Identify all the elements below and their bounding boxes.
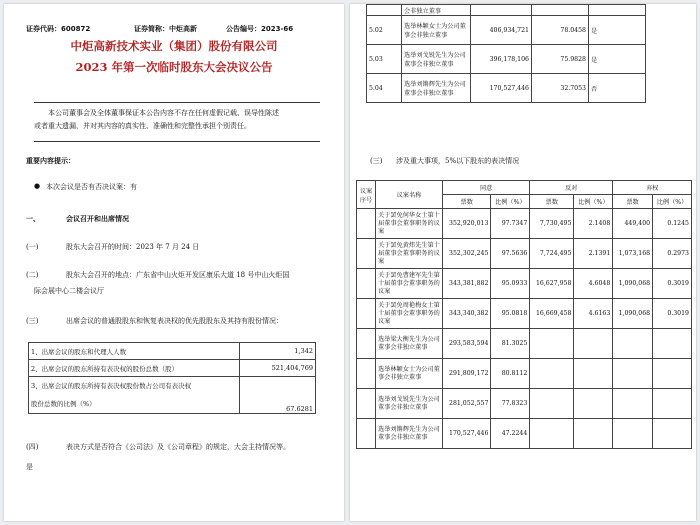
minority-vote-table (356, 180, 692, 449)
against-count: 16,669,458 (530, 299, 574, 329)
against-ratio (574, 359, 613, 389)
against-ratio: 2.1391 (574, 239, 613, 269)
attendance-label-multiline (29, 377, 240, 414)
notice-number: 公告编号：2023-66 (226, 25, 294, 33)
abstain-ratio: 0.1245 (653, 209, 692, 239)
resolution-number: 5.03 (367, 45, 402, 74)
col-abstain-ratio: 比例（%） (653, 195, 692, 209)
abstain-count (613, 359, 653, 389)
resolution-name: 选举刘戈锐先生为公司董事会非独立董事 (402, 45, 471, 74)
agree-ratio: 97.5636 (491, 239, 530, 269)
attendance-value: 1,342 (240, 343, 316, 360)
agree-ratio: 77.8323 (491, 389, 530, 419)
voting-method: 表决方式是否符合《公司法》及《公司章程》的规定，大会主持情况等。 (66, 443, 290, 451)
against-count (530, 419, 574, 449)
left-page (4, 4, 344, 521)
vote-count: 396,178,106 (471, 45, 532, 74)
key-points-heading: 重要内容提示： (26, 156, 75, 165)
resolution-number: 5.02 (367, 16, 402, 45)
attendance-value: 521,404,769 (240, 360, 316, 377)
section-1-title: 会议召开和出席情况 (66, 214, 129, 223)
against-count (530, 389, 574, 419)
table-row (357, 389, 692, 419)
agree-count: 343,340,382 (443, 299, 491, 329)
abstain-count: 1,073,168 (613, 239, 653, 269)
attendance-intro: 出席会议的普通股股东和恢复表决权的优先股股东及其持有股份情况： (66, 317, 283, 325)
section-3-number: (三) (370, 157, 383, 165)
resolution-number (357, 239, 376, 269)
company-title: 中炬高新技术实业（集团）股份有限公司 (70, 39, 278, 53)
agree-count: 343,381,882 (443, 269, 491, 299)
against-ratio: 2.1408 (574, 209, 613, 239)
meeting-place-line-1: 股东大会召开的地点：广东省中山火炬开发区康乐大道 18 号中山火炬国 (66, 271, 290, 279)
vote-count: 406,934,721 (471, 16, 532, 45)
abstain-count (613, 389, 653, 419)
attendance-label: 2、出席会议的股东所持有表决权的股份总数（股） (29, 360, 240, 377)
meeting-time: 股东大会召开的时间：2023 年 7 月 24 日 (66, 243, 200, 251)
resolution-name: 关于罢免何华女士第十届董事会董事职务的议案 (376, 209, 443, 239)
agree-count: 170,527,446 (443, 419, 491, 449)
abstain-ratio: 0.2973 (653, 239, 692, 269)
agree-ratio: 97.7347 (491, 209, 530, 239)
stock-code: 证券代码：600872 (26, 25, 91, 33)
resolution-name: 选举刘锵辉先生为公司董事会非独立董事 (376, 419, 443, 449)
agree-count: 352,920,013 (443, 209, 491, 239)
abstain-ratio: 0.3019 (653, 269, 692, 299)
table-row (357, 239, 692, 269)
item-3-number: (三) (26, 317, 39, 325)
table-row (29, 377, 316, 414)
against-count (530, 359, 574, 389)
election-results-table (366, 4, 646, 103)
elected-status: 是 (589, 16, 646, 45)
disclaimer-line-1: 本公司董事会及全体董事保证本公告内容不存在任何虚假记载、误导性陈述 (48, 109, 279, 117)
resolution-name: 关于罢免黄炜先生第十届董事会董事职务的议案 (376, 239, 443, 269)
item-1-number: (一) (26, 243, 39, 251)
attendance-label: 3、出席会议的股东所持有表决权股份数占公司有表决权 (31, 382, 192, 390)
voting-method-answer: 是 (26, 463, 33, 471)
table-row (357, 209, 692, 239)
resolution-name: 选举刘锵辉先生为公司董事会非独立董事 (402, 74, 471, 103)
abstain-ratio (653, 329, 692, 359)
resolution-number (357, 419, 376, 449)
announcement-title: 2023 年第一次临时股东大会决议公告 (75, 60, 273, 74)
attendance-table (28, 342, 316, 414)
agree-count: 293,583,594 (443, 329, 491, 359)
abstain-count (613, 329, 653, 359)
col-agree: 同意 (443, 181, 530, 195)
resolution-name: 选举刘戈锐先生为公司董事会非独立董事 (376, 389, 443, 419)
veto-status: 本次会议是否有否决议案：有 (46, 183, 137, 191)
abstain-ratio (653, 419, 692, 449)
section-1-number: 一、 (26, 214, 40, 223)
table-row (367, 16, 646, 45)
abstain-count: 1,090,068 (613, 269, 653, 299)
meeting-place-line-2: 际会展中心二楼会议厅 (34, 287, 104, 295)
table-row (367, 5, 646, 16)
table-row (29, 360, 316, 377)
resolution-name: 选举林颖女士为公司董事会非独立董事 (402, 16, 471, 45)
resolution-number (357, 269, 376, 299)
against-ratio (574, 329, 613, 359)
abstain-count: 449,400 (613, 209, 653, 239)
table-row (357, 269, 692, 299)
table-header-row (357, 181, 692, 195)
vote-table-body (357, 209, 692, 449)
col-abstain: 弃权 (613, 181, 692, 195)
resolution-number (357, 359, 376, 389)
disclaimer-line-2: 或者重大遗漏，并对其内容的真实性、准确性和完整性承担个别责任。 (34, 122, 251, 130)
table-row (367, 45, 646, 74)
agree-ratio: 95.0818 (491, 299, 530, 329)
resolution-name: 选举林颖女士为公司董事会非独立董事 (376, 359, 443, 389)
agree-ratio: 47.2244 (491, 419, 530, 449)
resolution-number (357, 209, 376, 239)
col-against-ratio: 比例（%） (574, 195, 613, 209)
elected-status: 否 (589, 74, 646, 103)
vote-ratio: 32.7053 (532, 74, 589, 103)
resolution-number (357, 329, 376, 359)
resolution-number (357, 299, 376, 329)
table-row (357, 419, 692, 449)
resolution-name: 选举梁大衡先生为公司董事会非独立董事 (376, 329, 443, 359)
item-2-number: (二) (26, 271, 39, 279)
section-3-title: 涉及重大事项，5%以下股东的表决情况 (396, 157, 520, 165)
agree-ratio: 81.3025 (491, 329, 530, 359)
disclaimer-box (34, 102, 320, 142)
abstain-count: 1,090,068 (613, 299, 653, 329)
col-abstain-count: 票数 (613, 195, 653, 209)
table-row (357, 329, 692, 359)
against-count (530, 329, 574, 359)
against-ratio (574, 389, 613, 419)
col-against: 反对 (530, 181, 613, 195)
table-row (357, 299, 692, 329)
against-count: 7,730,495 (530, 209, 574, 239)
agree-count: 281,052,557 (443, 389, 491, 419)
abstain-ratio (653, 359, 692, 389)
attendance-value: 67.6281 (240, 377, 316, 414)
resolution-number (357, 389, 376, 419)
elected-status: 是 (589, 45, 646, 74)
item-4-number: (四) (26, 443, 39, 451)
col-resolution-no: 议案序号 (357, 181, 376, 209)
col-agree-ratio: 比例（%） (491, 195, 530, 209)
vote-count: 170,527,446 (471, 74, 532, 103)
resolution-name: 关于罢免周艳梅女士第十届董事会董事职务的议案 (376, 299, 443, 329)
against-ratio: 4.6048 (574, 269, 613, 299)
attendance-label: 1、出席会议的股东和代理人人数 (29, 343, 240, 360)
agree-count: 352,302,245 (443, 239, 491, 269)
resolution-name: 关于罢免曹建军先生第十届董事会董事职务的议案 (376, 269, 443, 299)
against-ratio: 4.6163 (574, 299, 613, 329)
agree-ratio: 95.0933 (491, 269, 530, 299)
stock-abbr: 证券简称：中炬高新 (134, 25, 197, 33)
agree-count: 291,809,172 (443, 359, 491, 389)
vote-ratio: 75.9828 (532, 45, 589, 74)
prev-header-cell: 会非独立董事 (402, 5, 471, 16)
col-against-count: 票数 (530, 195, 574, 209)
attendance-label-cont: 股份总数的比例（%） (31, 400, 96, 408)
col-resolution-name: 议案名称 (376, 181, 443, 209)
abstain-ratio (653, 389, 692, 419)
against-count: 16,627,958 (530, 269, 574, 299)
vote-ratio: 78.0458 (532, 16, 589, 45)
col-agree-count: 票数 (443, 195, 491, 209)
against-ratio (574, 419, 613, 449)
agree-ratio: 80.8112 (491, 359, 530, 389)
table-row (357, 359, 692, 389)
table-row (29, 343, 316, 360)
table-row (367, 74, 646, 103)
against-count: 7,724,495 (530, 239, 574, 269)
abstain-ratio: 0.3019 (653, 299, 692, 329)
right-page (350, 4, 696, 521)
bullet-icon: ● (34, 182, 41, 190)
abstain-count (613, 419, 653, 449)
resolution-number: 5.04 (367, 74, 402, 103)
